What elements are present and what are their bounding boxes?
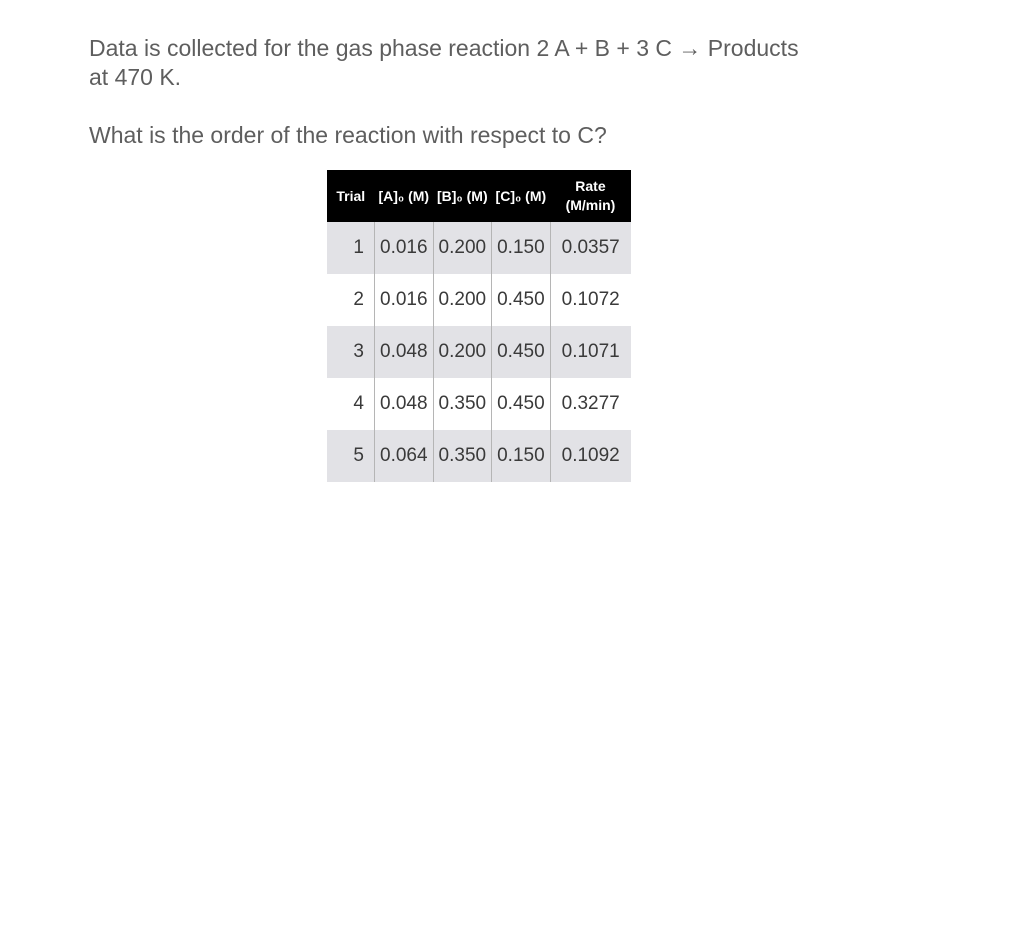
table-row — [327, 274, 631, 326]
header-rate-unit: (M/min) — [565, 197, 616, 213]
cell-rate: 0.0357 — [550, 222, 631, 274]
question-prompt: What is the order of the reaction with respect to C? — [89, 122, 607, 148]
cell-b: 0.200 — [433, 222, 492, 274]
cell-c: 0.150 — [492, 430, 551, 482]
cell-rate: 0.3277 — [550, 378, 631, 430]
cell-c: 0.450 — [492, 378, 551, 430]
cell-trial: 3 — [327, 326, 375, 378]
cell-a: 0.048 — [375, 378, 434, 430]
cell-trial: 5 — [327, 430, 375, 482]
cell-b: 0.350 — [433, 378, 492, 430]
header-trial: Trial — [327, 170, 375, 222]
table-row — [327, 326, 631, 378]
header-a-concentration: [A]₀ (M) — [375, 170, 434, 222]
cell-b: 0.350 — [433, 430, 492, 482]
cell-b: 0.200 — [433, 274, 492, 326]
rate-data-table — [327, 170, 631, 482]
cell-trial: 1 — [327, 222, 375, 274]
cell-rate: 0.1072 — [550, 274, 631, 326]
table-row — [327, 430, 631, 482]
cell-a: 0.016 — [375, 274, 434, 326]
cell-trial: 4 — [327, 378, 375, 430]
table-row — [327, 222, 631, 274]
cell-c: 0.150 — [492, 222, 551, 274]
table-header-row — [327, 170, 631, 222]
header-rate — [550, 170, 631, 222]
cell-a: 0.016 — [375, 222, 434, 274]
header-rate-label: Rate — [575, 178, 606, 194]
cell-c: 0.450 — [492, 274, 551, 326]
cell-a: 0.064 — [375, 430, 434, 482]
question-text — [89, 34, 909, 150]
cell-trial: 2 — [327, 274, 375, 326]
question-line-2: at 470 K. — [89, 64, 182, 90]
cell-rate: 0.1071 — [550, 326, 631, 378]
question-line-1: Data is collected for the gas phase reaction 2 A + B + 3 C → Products — [89, 35, 799, 61]
cell-c: 0.450 — [492, 326, 551, 378]
cell-b: 0.200 — [433, 326, 492, 378]
header-c-concentration: [C]₀ (M) — [492, 170, 551, 222]
header-b-concentration: [B]₀ (M) — [433, 170, 492, 222]
table-row — [327, 378, 631, 430]
cell-rate: 0.1092 — [550, 430, 631, 482]
cell-a: 0.048 — [375, 326, 434, 378]
